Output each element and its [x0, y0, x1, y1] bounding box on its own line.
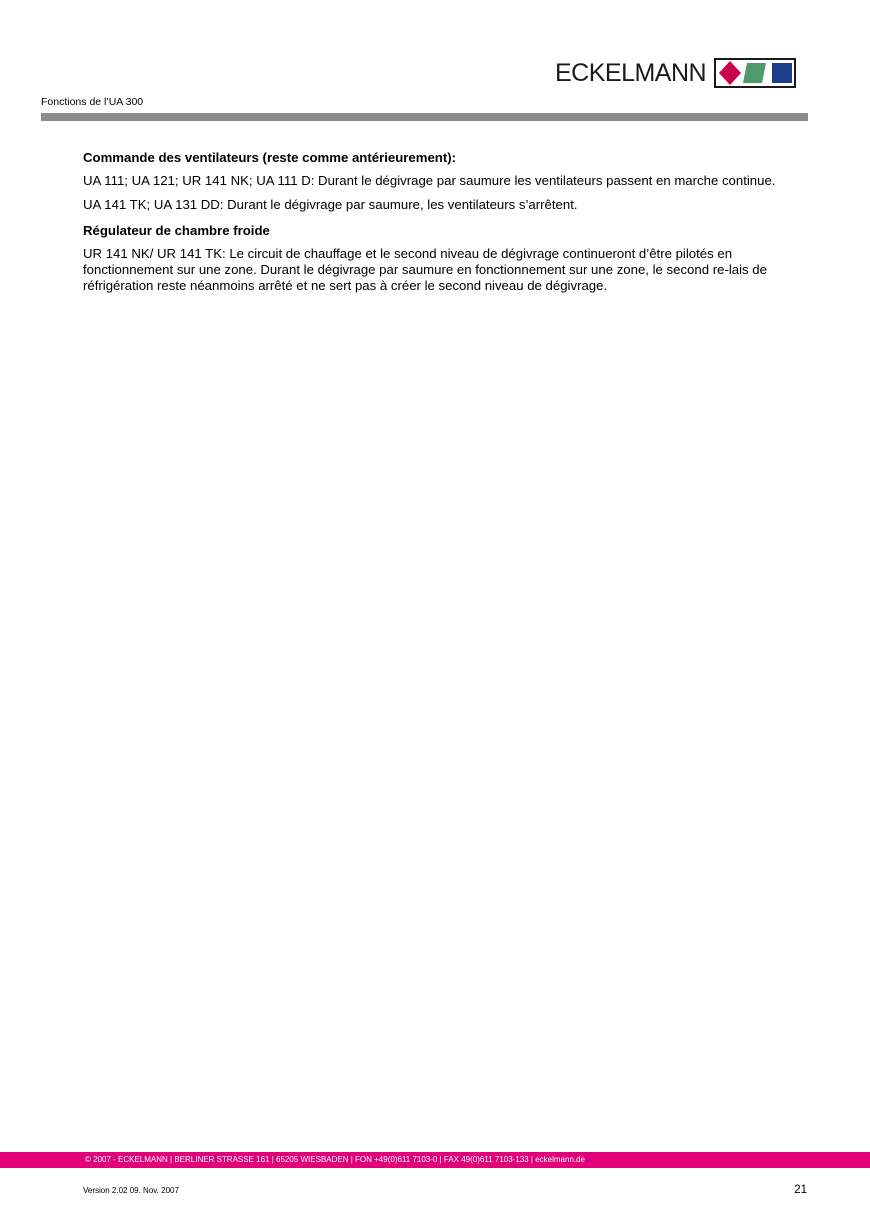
main-content: [83, 150, 808, 302]
paragraph: UR 141 NK/ UR 141 TK: Le circuit de chauffage et le second niveau de dégivrage continueront d’être pilotés en fonctionnement sur une zone. Durant le dégivrage par saumure en fonctionnement sur une zone, le second re-lais de réfrigération reste néanmoins arrêté et ne sert pas à créer le second niveau de dégivrage.: [83, 246, 767, 293]
logo-text: ECKELMANN: [555, 58, 707, 87]
header-title: Fonctions de l’UA 300: [41, 96, 144, 108]
logo-square-icon: [772, 63, 792, 83]
header-divider: [41, 113, 808, 121]
footer-bar: [0, 1152, 870, 1168]
paragraph: UA 141 TK; UA 131 DD: Durant le dégivrage par saumure, les ventilateurs s’arrêtent.: [83, 197, 578, 212]
page-number: 21: [794, 1184, 807, 1196]
section-heading: Commande des ventilateurs (reste comme antérieurement):: [83, 150, 457, 165]
eckelmann-logo: [555, 57, 796, 89]
section-cold-room-controller: [83, 223, 808, 294]
footer-contact: © 2007 - ECKELMANN | BERLINER STRASSE 161 | 65205 WIESBADEN | FON +49(0)611 7103-0 | FAX 49(0)611 7103-133 | eckelmann.de: [85, 1155, 586, 1164]
logo-mark-icon: [714, 58, 796, 88]
section-fans: [83, 150, 808, 213]
section-heading: Régulateur de chambre froide: [83, 223, 270, 238]
version-info: Version 2.02 09. Nov. 2007: [83, 1186, 179, 1195]
paragraph: UA 111; UA 121; UR 141 NK; UA 111 D: Durant le dégivrage par saumure les ventilateurs passent en marche continue.: [83, 173, 776, 188]
logo-parallelogram-icon: [743, 63, 766, 83]
